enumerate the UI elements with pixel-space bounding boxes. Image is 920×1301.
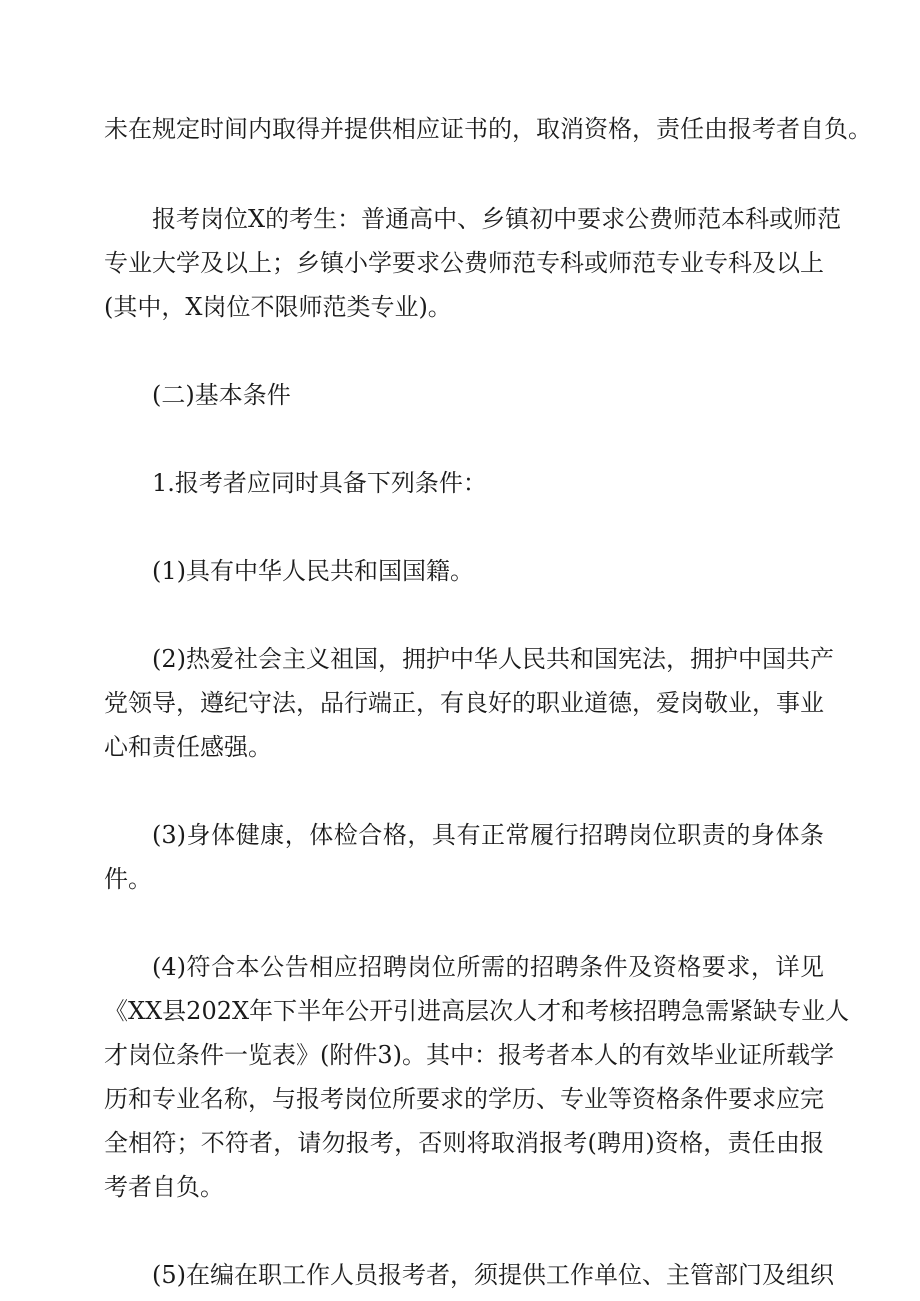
list-item: (5)在编在职工作人员报考者，须提供工作单位、主管部门及组织: [152, 1261, 834, 1289]
text-line: 全相符；不符者，请勿报考，否则将取消报考(聘用)资格，责任由报: [104, 1129, 824, 1157]
text-line: 件。: [104, 865, 152, 893]
text-line: 党领导，遵纪守法，品行端正，有良好的职业道德，爱岗敬业，事业: [104, 689, 824, 717]
list-item: (2)热爱社会主义祖国，拥护中华人民共和国宪法，拥护中国共产: [152, 645, 834, 673]
text-line: 1.报考者应同时具备下列条件：: [152, 469, 487, 497]
text-line: 未在规定时间内取得并提供相应证书的，取消资格，责任由报考者自负。: [104, 115, 872, 143]
text-line: 报考岗位X的考生：普通高中、乡镇初中要求公费师范本科或师范: [152, 205, 842, 233]
section-heading: (二)基本条件: [152, 381, 291, 409]
list-item: (4)符合本公告相应招聘岗位所需的招聘条件及资格要求，详见: [152, 953, 824, 981]
text-line: 历和专业名称，与报考岗位所要求的学历、专业等资格条件要求应完: [104, 1085, 824, 1113]
text-line: (其中，X岗位不限师范类专业)。: [104, 293, 452, 321]
text-line: 《XX县202X年下半年公开引进高层次人才和考核招聘急需紧缺专业人: [104, 997, 850, 1025]
text-line: 心和责任感强。: [104, 733, 272, 761]
text-line: 考者自负。: [104, 1173, 224, 1201]
text-line: 专业大学及以上；乡镇小学要求公费师范专科或师范专业专科及以上: [104, 249, 824, 277]
list-item: (3)身体健康，体检合格，具有正常履行招聘岗位职责的身体条: [152, 821, 824, 849]
text-line: 才岗位条件一览表》(附件3)。其中：报考者本人的有效毕业证所载学: [104, 1041, 834, 1069]
list-item: (1)具有中华人民共和国国籍。: [152, 557, 474, 585]
